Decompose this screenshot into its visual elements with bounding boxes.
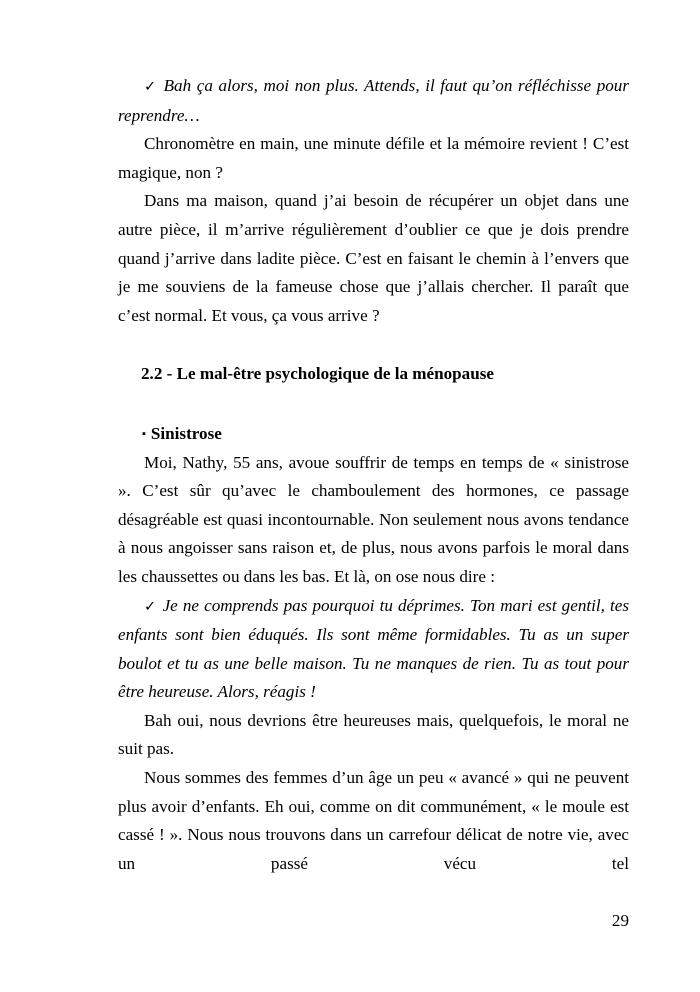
paragraph-chronometre: Chronomètre en main, une minute défile et la mémoire revient ! C’est magique, non ? (118, 134, 629, 182)
page-number: 29 (611, 911, 629, 930)
blockquote-second-text: Je ne comprends pas pourquoi tu déprimes. Ton mari est gentil, tes enfants sont bien éduqués. Ils sont même formidables. Tu as un super boulot et tu as une belle maison. Tu ne manques de rien. Tu as tout pour être heureuse. Alors, réagis ! (118, 595, 629, 702)
subsection-heading-sinistrose (118, 420, 629, 449)
blockquote-second (118, 592, 629, 707)
check-icon: ✓ (144, 79, 158, 95)
section-heading-2-2: 2.2 - Le mal-être psychologique de la ménopause (141, 364, 494, 384)
blockquote-first (118, 72, 629, 130)
subsection-heading-label: Sinistrose (150, 423, 222, 443)
paragraph-nous-sommes: Nous sommes des femmes d’un âge un peu « avancé » qui ne peuvent plus avoir d’enfants. Eh oui, comme on dit communément, « le moule est cassé ! ». Nous nous trouvons dans un carrefour délicat de notre vie, avec un passé vécu tel (118, 768, 629, 873)
paragraph-dans-ma-maison: Dans ma maison, quand j’ai besoin de récupérer un objet dans une autre pièce, il m’arrive régulièrement d’oublier ce que je dois prendre quand j’arrive dans ladite pièce. C’est en faisant le chemin à l’envers que je me souviens de la fameuse chose que j’allais chercher. Il paraît que c’est normal. Et vous, ça vous arrive ? (118, 191, 629, 325)
square-bullet-icon: ▪ (142, 427, 146, 440)
check-icon-2: ✓ (144, 598, 158, 615)
paragraph-moi-nathy: Moi, Nathy, 55 ans, avoue souffrir de temps en temps de « sinistrose ». C’est sûr qu’avec le chamboulement des hormones, ce passage désagréable est quasi incontournable. Non seulement nous avons tendance à nous angoisser sans raison et, de plus, nous avons parfois le moral dans les chaussettes ou dans les bas. Et là, on ose nous dire : (118, 452, 629, 586)
paragraph-bah-oui: Bah oui, nous devrions être heureuses mais, quelquefois, le moral ne suit pas. (118, 710, 629, 759)
blockquote-first-text: Bah ça alors, moi non plus. Attends, il faut qu’on réfléchisse pour reprendre… (118, 76, 629, 125)
page-body-text (118, 72, 629, 907)
